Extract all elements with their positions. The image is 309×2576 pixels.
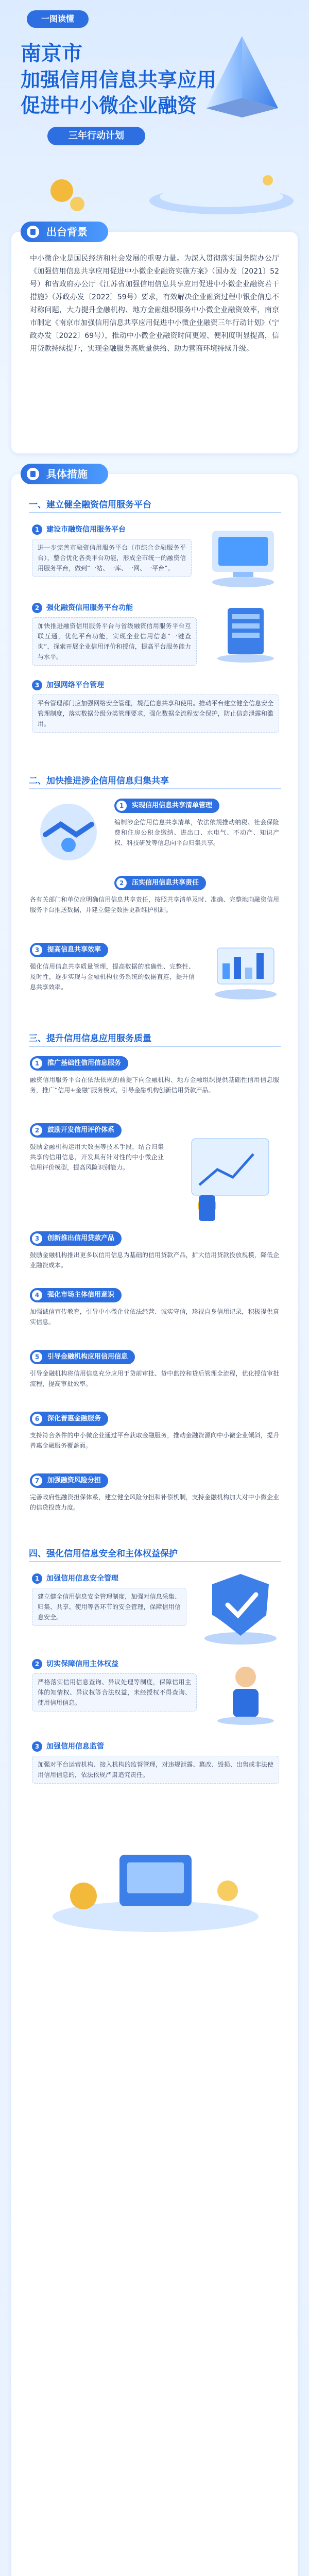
shield-illustration (197, 1566, 284, 1649)
item-title: 建设市融资信用服务平台 (46, 526, 126, 534)
pyramid-illustration (196, 31, 288, 118)
item-number: 3 (32, 680, 42, 690)
page-title (21, 40, 216, 118)
part1-item-1 (32, 524, 192, 581)
item-text: 加强对平台运营机构、接入机构的监督管理，对违规泄露、篡改、毁损、出售或非法使用信用信息的，依法依规严肃追究责任。 (32, 1756, 279, 1784)
background-heading-label: 出台背景 (46, 226, 88, 238)
item-number: 1 (32, 524, 42, 535)
item-number: 7 (32, 1476, 42, 1486)
item-title: 加强融资风险分担 (47, 1477, 101, 1484)
list-icon (27, 468, 39, 480)
item-title: 鼓励开发信用评价体系 (47, 1126, 115, 1134)
item-title: 切实保障信用主体权益 (46, 1660, 118, 1668)
part3-item-6-title (30, 1412, 108, 1426)
item-number: 3 (32, 1741, 42, 1752)
measures-bottom-illustration (42, 1834, 269, 1937)
item-title: 引导金融机构应用信用信息 (47, 1353, 128, 1361)
part3-item-2-title (30, 1123, 122, 1138)
item-title: 提高信息共享效率 (47, 946, 101, 954)
item-number: 1 (32, 1058, 42, 1069)
item-title: 加强信用信息监管 (46, 1742, 104, 1751)
item-title: 压实信用信息共享责任 (132, 879, 199, 887)
part2-item-3-text: 强化信用信息共享质量管理，提高数据的准确性、完整性、及时性，逐步实现与金融机构业务系统的数据直连，提升信息共享效率。 (30, 963, 195, 991)
item-text: 进一步完善市融资信用服务平台（市综合金融服务平台），整合优化各类平台功能，形成全市统一的融资信用服务平台，做到“一站、一库、一网、一平台”。 (32, 539, 192, 577)
title-line-3: 促进中小微企业融资 (21, 94, 197, 117)
title-line-2: 加强信用信息共享应用 (21, 69, 217, 91)
platform-illustration (202, 520, 284, 592)
part3-item-6-text: 支持符合条件的中小微企业通过平台获取金融服务，推动金融资源向中小微企业倾斜，提升普惠金融服务覆盖面。 (30, 1432, 279, 1449)
part3-item-2-text: 鼓励金融机构运用大数据等技术手段，结合归集共享的信用信息，开发具有针对性的中小微企业信用评价模型，提高风险识别能力。 (30, 1143, 164, 1171)
item-number: 2 (32, 1659, 42, 1669)
part3-item-7-text: 完善政府性融资担保体系，建立健全风险分担和补偿机制，支持金融机构加大对中小微企业的信贷投放力度。 (30, 1494, 279, 1511)
flag-icon (27, 226, 39, 238)
item-title: 加强信用信息安全管理 (46, 1574, 118, 1583)
analyst-illustration (176, 1118, 279, 1226)
title-line-1: 南京市 (21, 42, 82, 65)
part3-item-5-title (30, 1350, 135, 1364)
measures-section (11, 468, 298, 2576)
background-text: 中小微企业是国民经济和社会发展的重要力量。为深入贯彻落实国务院办公厅《加强信用信息共享应用促进中小微企业融资实施方案》（国办发〔2021〕52号）和省政府办公厅《江苏省加强信用信息共享应用促进中小微企业融资若干措施》（苏政办发〔2022〕59号）要求，有效解决企业融资过程中银企信息不对称问题，大力提升金融机构、地方金融组织服务中小微企业融资效率，南京市制定《南京市加强信用信息共享应用促进中小微企业融资三年行动计划》（宁政办发〔2022〕69号），推动中小微企业融资时间更短、便利度明显提高，信用贷款持续提升，实现金融服务高质量供给、助力营商环境持续升级。 (30, 255, 279, 353)
subtitle-pill: 三年行动计划 (47, 127, 145, 145)
server-illustration (207, 603, 284, 665)
item-text: 建立健全信用信息安全管理制度，加强对信息采集、归集、共享、使用等各环节的安全管理，保障信用信息安全。 (32, 1588, 186, 1626)
part3-item-1-title (30, 1056, 128, 1071)
item-text: 平台管理部门应加强网络安全管理，规范信息共享和使用。推动平台建立健全信息安全管理制度，落实数据分级分类管理要求，强化数据全流程安全保护，防止信息泄露和滥用。 (32, 694, 279, 733)
item-title: 强化市场主体信用意识 (47, 1291, 115, 1299)
background-section (11, 226, 298, 453)
person-illustration (207, 1659, 284, 1726)
part3-title: 三、提升信用信息应用服务质量 (29, 1030, 281, 1047)
part3-item-5-text: 引导金融机构将信用信息充分应用于贷前审批、贷中监控和贷后管理全流程，优化授信审批流程，提高审批效率。 (30, 1370, 279, 1387)
part3-item-4-title (30, 1288, 122, 1302)
item-number: 1 (32, 1573, 42, 1584)
item-number: 2 (116, 878, 127, 888)
part2-item-2-title (114, 876, 206, 890)
hero-banner (0, 0, 309, 222)
part1-item-3 (32, 680, 279, 742)
measures-heading (21, 464, 108, 484)
part3-item-1-text: 融资信用服务平台在依法依规的前提下向金融机构、地方金融组织提供基础性信用信息服务，推广“信用+金融”服务模式，引导金融机构创新信用贷款产品。 (30, 1076, 279, 1094)
item-number: 2 (32, 603, 42, 613)
part3-item-3-text: 鼓励金融机构推出更多以信用信息为基础的信用贷款产品，扩大信用贷款投放规模，降低企业融资成本。 (30, 1251, 279, 1269)
part4-title: 四、强化信用信息安全和主体权益保护 (29, 1546, 281, 1562)
part2-item-1-text: 编制涉企信用信息共享清单，依法依规推动纳税、社会保险费和住房公积金缴纳、进出口、水电气、不动产、知识产权、科技研发等信息向平台归集共享。 (114, 819, 279, 846)
item-title: 深化普惠金融服务 (47, 1415, 101, 1422)
item-number: 5 (32, 1352, 42, 1362)
item-number: 2 (32, 1125, 42, 1136)
item-number: 4 (32, 1290, 42, 1300)
background-heading (21, 222, 108, 242)
item-title: 推广基础性信用信息服务 (47, 1059, 122, 1067)
part1-title: 一、建立健全融资信用服务平台 (29, 497, 281, 513)
handshake-illustration (30, 799, 107, 866)
part3-item-4-text: 加强诚信宣传教育，引导中小微企业依法经营、诚实守信，珍视自身信用记录，积极提供真实信息。 (30, 1308, 279, 1326)
item-text: 严格落实信用信息查询、异议处理等制度，保障信用主体的知情权、异议权等合法权益，未经授权不得查询、使用信用信息。 (32, 1673, 197, 1711)
item-number: 1 (116, 801, 127, 811)
item-title: 强化融资信用服务平台功能 (46, 604, 133, 612)
part3-item-3-title (30, 1231, 122, 1246)
item-title: 创新推出信用贷款产品 (47, 1234, 115, 1242)
part3-item-7-title (30, 1473, 108, 1488)
item-title: 加强网络平台管理 (46, 681, 104, 689)
part2-title: 二、加快推进涉企信用信息归集共享 (29, 773, 281, 789)
item-number: 3 (32, 1233, 42, 1244)
data-share-illustration (207, 938, 284, 1005)
part2-item-1-title (114, 799, 219, 813)
part4-item-1 (32, 1573, 186, 1630)
part2-item-2-text: 各有关部门和单位应明确信用信息共享责任，按照共享清单及时、准确、完整地向融资信用服务平台推送数据，并建立健全数据更新维护机制。 (30, 896, 279, 913)
item-number: 6 (32, 1414, 42, 1424)
part4-item-3 (32, 1741, 279, 1803)
tag-label: 一图读懂 (27, 10, 89, 28)
item-title: 实现信用信息共享清单管理 (132, 802, 213, 809)
part2-item-3-title (30, 943, 108, 957)
item-number: 3 (32, 945, 42, 955)
measures-heading-label: 具体措施 (46, 468, 88, 480)
item-text: 加快推进融资信用服务平台与省级融资信用服务平台互联互通，优化平台功能，实现企业信用信息“一键查询”，探索开展企业信用评价和授信，提高平台服务能力与水平。 (32, 617, 197, 666)
hero-platform-illustration (0, 170, 309, 222)
